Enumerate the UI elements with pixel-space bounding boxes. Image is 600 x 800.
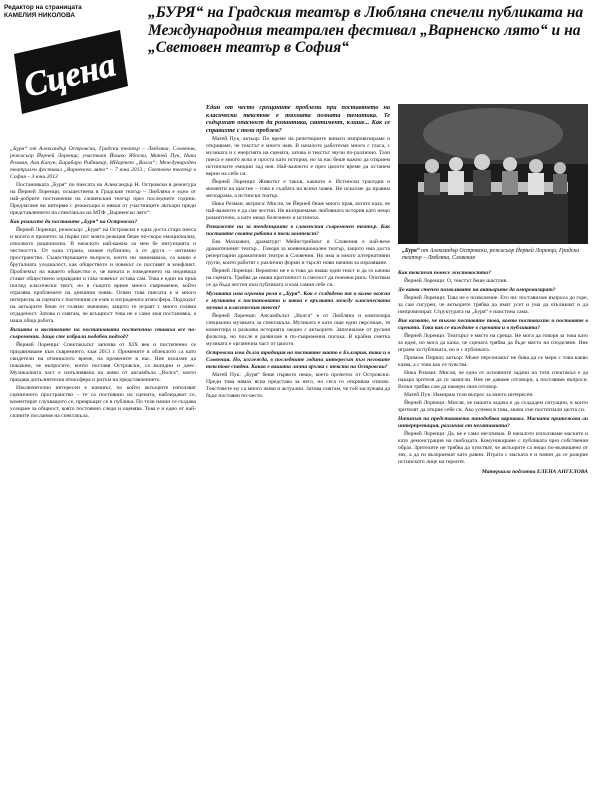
lead-question: Един от често срещаните проблеми при поставянето на класически текстове е тяхната позната тематика. Те съдържат опасност да романтика, сантимент, клише... Как се справихте с този проблем?: [206, 104, 390, 134]
answer: Йерней Лоренци: Мисля, че нашата задача е да създадем ситуации, в които зрителят да открие себе си. Ако успеем в това, значи сме постигнали целта си.: [398, 400, 588, 413]
question: Вие казвате, че тъкмо поставяте това, което поставихте и поставяте в сцената. Така как се виждате в сцената и в публиката?: [398, 318, 588, 331]
answer: Ника Розман: Мисля, че една от основните задачи на този спектакъл е да накара зрителя да се замисли. Ние не даваме отговори, а поставяме въпроси. Всеки трябва сам да намери своя отговор.: [398, 370, 588, 390]
answer: Йерней Лоренци: Това не е позволение. Ето ни: поставихме въпроса до горе, за сам сигурен, че актьорите трябва да имат усет и ума да откликват и да импровизират. Структурата на „Буря“ е наистина сама.: [398, 295, 588, 315]
question: Разкажете ни за тенденциите в словенския съвременен театър. Как поставяте своята работа в този контекст?: [206, 224, 390, 238]
caption-text: от Александър Островски, режисьор Йерней Лоренци, Градски театър – Любляна, Словения: [402, 248, 580, 261]
answer: Йерней Лоренци, режисьор: „Буря“ на Островски е една доста стара пиеса и когато я прочетох за първи път моята реакция беше по-скоро емоционална, отколкото рационална. В началото най-важна за мен бе интуицията и честността. От една страна, имаме публично, а от друга – интимно пространство. Съществуващите въпроси, които ни занимаваха, са какво е бруталната уседналост, как обществото и човекът се поставят в конфликт. Проблемът на нашето общество е, че вината и поведението на индивида стават обществено оправдани и така човекът остава сам. Това е един на пръв поглед класически текст, но в същото време много съвременен, който отразява проблемите на днешния човек. Освен това пиесата е и много интересна за сцената с поетичния си език и изградената атмосфера. Подходът на актьорите беше от голямо значение, защото те играят с много голяма отдаденост. Затова и смятам, че всъщност това не е само моя постановка, а наша обща работа.: [10, 227, 196, 324]
question: Визията и костюмите на постановката постепенно ставаха все по-съвременни. Защо сте избрали подобен подход?: [10, 327, 196, 340]
question: Островски има дълга традиция на поставяне както в България, така и в Словения. Но, изглежда, в последните години интересът към неговите текстове спадна. Каква е вашата лична връзка с текста на Островски?: [206, 350, 390, 371]
question: До каква степен позволявате на актьорите да импровизират?: [398, 287, 556, 293]
section-title: Сцена: [20, 46, 120, 105]
answer: Матей Пук, актьор: По време на репетициите винаги импровизираме и откриваме, че текстът е много жив. В началото работехме много с гласа, с музиката и с енергията на сцената, затова и текстът звучи по-различно. Тази пиеса е много ясна и проста като история, но за нас беше важно да открием истинските емоции зад нея. Най-важното е през цялото време да останем верни на себе си.: [206, 136, 390, 178]
question: Начинът на представянето наподобява карнавал. Маската притежава ли интерпретация, различна от негативната?: [398, 416, 588, 429]
answer: Йерней Лоренци: Вероятно не е в това да имаш един текст и да го качиш на сцената. Трябва да имаш критичност и смелост да поемеш риск. Опитвам се да бъда честен към публиката и към самия себе си.: [206, 268, 390, 289]
section-badge-graphic: [10, 28, 130, 116]
photo-caption: [402, 248, 588, 262]
answer: Ника Розман, актриса: Мисля, че Йерней беше много прав, когато каза, че най-важното е да сме честни. Не възприемаме любовната история като нещо романтично, а като нещо болезнено и истинско.: [206, 201, 390, 222]
page-editor: [4, 4, 134, 20]
performance-photo: [398, 104, 588, 244]
photo-graphic: [398, 104, 588, 244]
caption-title: „Буря“: [402, 248, 420, 254]
production-credits: „Буря“ от Александър Островски, Градски театър – Любляна, Словения, режисьор Йерней Лоренци; участват Йошко Ябоски, Матей Пук, Ника Розман, Аля Капун, Барабара Рибникар, ИНартет „Волга“; Международен театрален фестивал „Варненско лято“ – 7 юни 2013 ; Световен театър в София – 3 юни 2013: [10, 146, 196, 180]
section-badge: [10, 28, 130, 116]
answer: Йерней Лоренци: Да, не е само негативна. В началото използваме маските и като демонстрация на свободата. Комуникираме с публиката чрез собствения образ. Зрителите не трябва да чувстват, че актьорите са нещо по-възвишено от тях, а да ги възприемат като равни. Играта с маската е и начин да се разкрие истинското лице на героите.: [398, 431, 588, 465]
answer: Йерней Лоренци: Театърът е място на среща. Не мога да говоря за това като за идея, но мога да кажа, че сцената трябва да бъде място на споделяне. Ние играем за публиката, но и с публиката.: [398, 333, 588, 353]
column-1: [10, 146, 196, 796]
question: Музиката има огромна роля в „Буря“. Как е създадена тя и колко важна е музиката в постановката и каква е връзката между класическата музика и класическия текст?: [206, 291, 390, 312]
question: Как текстът понесе жестокостта?: [398, 270, 491, 276]
column-2: [206, 104, 390, 794]
answer: Ева Махкович, драматург: Мейнстриймът в Словения е най-вече драматичният театър... Говоря за конвенционален театър, защото има доста репертоарни драматични театри в Словения. Но има и много алтернативни групи, които работят с различни форми и търсят нови начини за изразяване.: [206, 239, 390, 267]
question: Как решихте да поставите „Буря“ на Островски?: [10, 219, 138, 225]
author-signature: Материала подготви ЕЛЕНА АНГЕЛОВА: [481, 469, 588, 475]
answer: Йерней Лоренци: Ансамбълът „Волга“ е от Любляна и композира специално музиката за спектакъла. Музиката е като още един персонаж, тя коментира и разказва историята заедно с актьорите. Започнахме от руския фолклор, но после я развихме в по-съвременна посока. В крайна сметка музиката е органична част от цялото.: [206, 313, 390, 348]
answer: Йерней Лоренци: Животът е такъв, каквото е. Истински трагедии и моменти на щастие – това е съдбата на всеки човек. Не искахме да правим мелодрама, а истински театър.: [206, 179, 390, 200]
answer: Матей Пук: Намирам този въпрос за много интересен.: [404, 392, 534, 398]
paragraph: Изключително интересен е начинът, по който актьорите използват сценичното пространство – те са постоянно на сцената, наблюдават се, коментират случващото се, превръщат се в публика. По този начин се създава усещане за общност, която постоянно следи и оценява. Това е и едно от най-силните послания на спектакъла.: [10, 385, 196, 419]
answer: Примож Пирнат, актьор: Може персонажът не бива да се мери с това какво казва, а с това как се чувства.: [398, 355, 588, 368]
answer: Йерней Лоренци: О, текстът беше шастлив.: [404, 278, 508, 284]
editor-name: КАМЕЛИЯ НИКОЛОВА: [4, 12, 76, 19]
article-headline: „БУРЯ“ на Градския театър в Любляна спечели публиката на Международния театрален фестивал „Варненско лято“ и на „Световен театър в София“: [148, 4, 584, 56]
answer: Матей Пук: „Буря“ беше първото нещо, което прочетох от Островски. Преди това нямах ясна представа за него, но сега го откривам отново. Текстовете му са много живи и актуални. Затова смятам, че той заслужава да бъде поставян по-често.: [206, 372, 390, 400]
paragraph: Постановката „Буря“ по пиесата на Александър Н. Островски в режисура на Йерней Лоренци, осъществена в Градския театър – Любляна е едно от най-добрите постижения на словенския театър през последните години. Предлагаме ви интервю с режисьора и някои от участниците актьори преди представлението на спектакъла на МТФ „Варненско лято“:: [10, 182, 196, 216]
answer: Йерней Лоренци: Спектакълът започва от XIX век и постепенно се придвижваме към съвремието, към 2013 г. Промените в облеклото са като свидетели на отминалото време, на промените в нас. Ние искахме да покажем, че въпросите, които поставя Островски, са валидни и днес. Музикалната част е изпълнявана на живо от ансамбъла „Волга“, което придава допълнителна атмосфера и ритъм на представлението.: [10, 342, 196, 383]
editor-label: Редактор на страницата: [4, 4, 82, 11]
column-3: [398, 268, 588, 798]
